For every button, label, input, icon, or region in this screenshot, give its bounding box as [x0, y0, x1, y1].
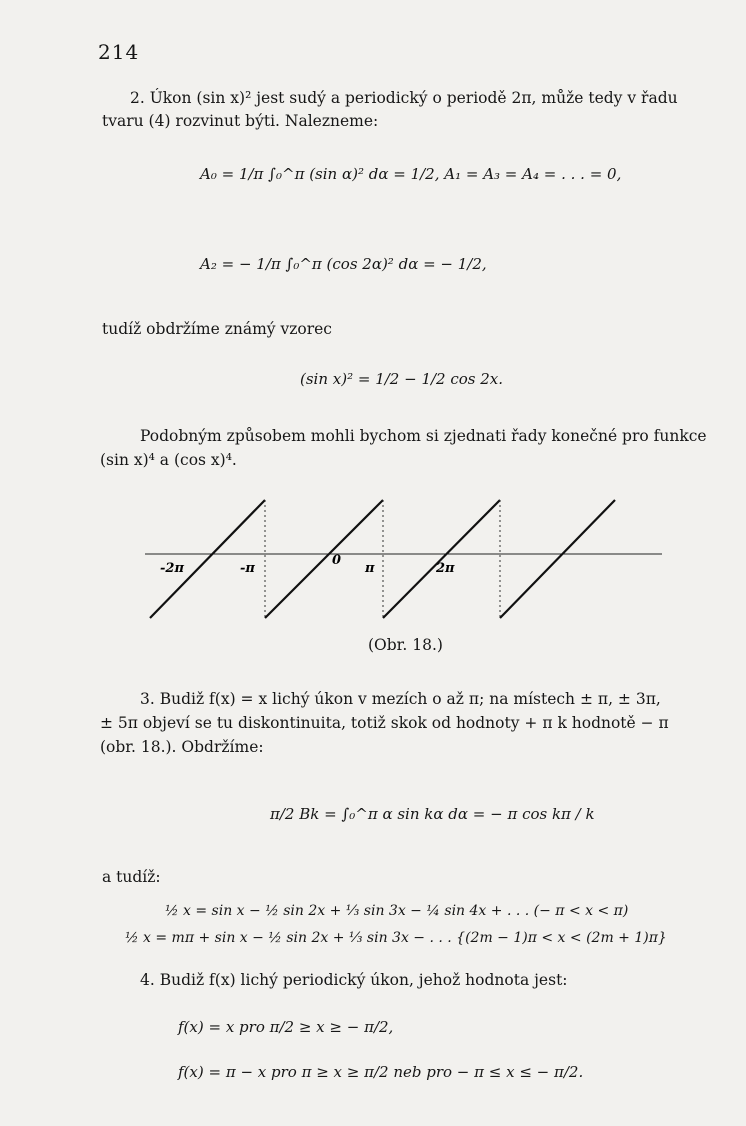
- equation-bk: π/2 Bk = ∫₀^π α sin kα dα = − π cos kπ / k: [270, 805, 595, 823]
- sawtooth-figure: [140, 490, 670, 630]
- label-minus-2pi: -2π: [160, 561, 184, 576]
- sawtooth-tooth-1: [150, 500, 265, 618]
- paragraph-2-line-1: 2. Úkon (sin x)² jest sudý a periodický o periodě 2π, může tedy v řadu: [130, 89, 678, 107]
- page-number: 214: [98, 40, 140, 64]
- condition-1: f(x) = x pro π/2 ≥ x ≥ − π/2,: [178, 1018, 394, 1036]
- label-zero: 0: [332, 553, 342, 568]
- sawtooth-tooth-2: [265, 500, 383, 618]
- equation-a0: A₀ = 1/π ∫₀^π (sin α)² dα = 1/2, A₁ = A₃ = A₄ = . . . = 0,: [200, 165, 622, 183]
- label-pi: π: [365, 561, 375, 576]
- series-line-2: ½ x = mπ + sin x − ½ sin 2x + ⅓ sin 3x − . . . {(2m − 1)π < x < (2m + 1)π}: [125, 930, 667, 946]
- figure-caption: (Obr. 18.): [368, 636, 443, 654]
- equation-sin-squared: (sin x)² = 1/2 − 1/2 cos 2x.: [300, 370, 504, 388]
- label-2pi: 2π: [436, 561, 455, 576]
- condition-2: f(x) = π − x pro π ≥ x ≥ π/2 neb pro − π ≤ x ≤ − π/2.: [178, 1063, 584, 1081]
- paragraph-2-line-2: tvaru (4) rozvinut býti. Nalezneme:: [102, 112, 379, 130]
- tudiz-line: tudíž obdržíme známý vzorec: [102, 320, 332, 338]
- series-line-1: ½ x = sin x − ½ sin 2x + ⅓ sin 3x − ¼ sin 4x + . . . (− π < x < π): [165, 903, 629, 919]
- paragraph-3-line-1: 3. Budiž f(x) = x lichý úkon v mezích o až π; na místech ± π, ± 3π,: [140, 690, 661, 708]
- paragraph-podobnym-line-1: Podobným způsobem mohli bychom si zjednati řady konečné pro funkce: [140, 427, 707, 445]
- a-tudiz: a tudíž:: [102, 868, 161, 886]
- paragraph-podobnym-line-2: (sin x)⁴ a (cos x)⁴.: [100, 451, 237, 469]
- label-minus-pi: -π: [240, 561, 255, 576]
- paragraph-3-line-3: (obr. 18.). Obdržíme:: [100, 738, 264, 756]
- sawtooth-tooth-4: [500, 500, 615, 618]
- paragraph-3-line-2: ± 5π objeví se tu diskontinuita, totiž skok od hodnoty + π k hodnotě − π: [100, 714, 669, 732]
- sawtooth-tooth-3: [383, 500, 500, 618]
- paragraph-4-line-1: 4. Budiž f(x) lichý periodický úkon, jehož hodnota jest:: [140, 971, 568, 989]
- equation-a2: A₂ = − 1/π ∫₀^π (cos 2α)² dα = − 1/2,: [200, 255, 487, 273]
